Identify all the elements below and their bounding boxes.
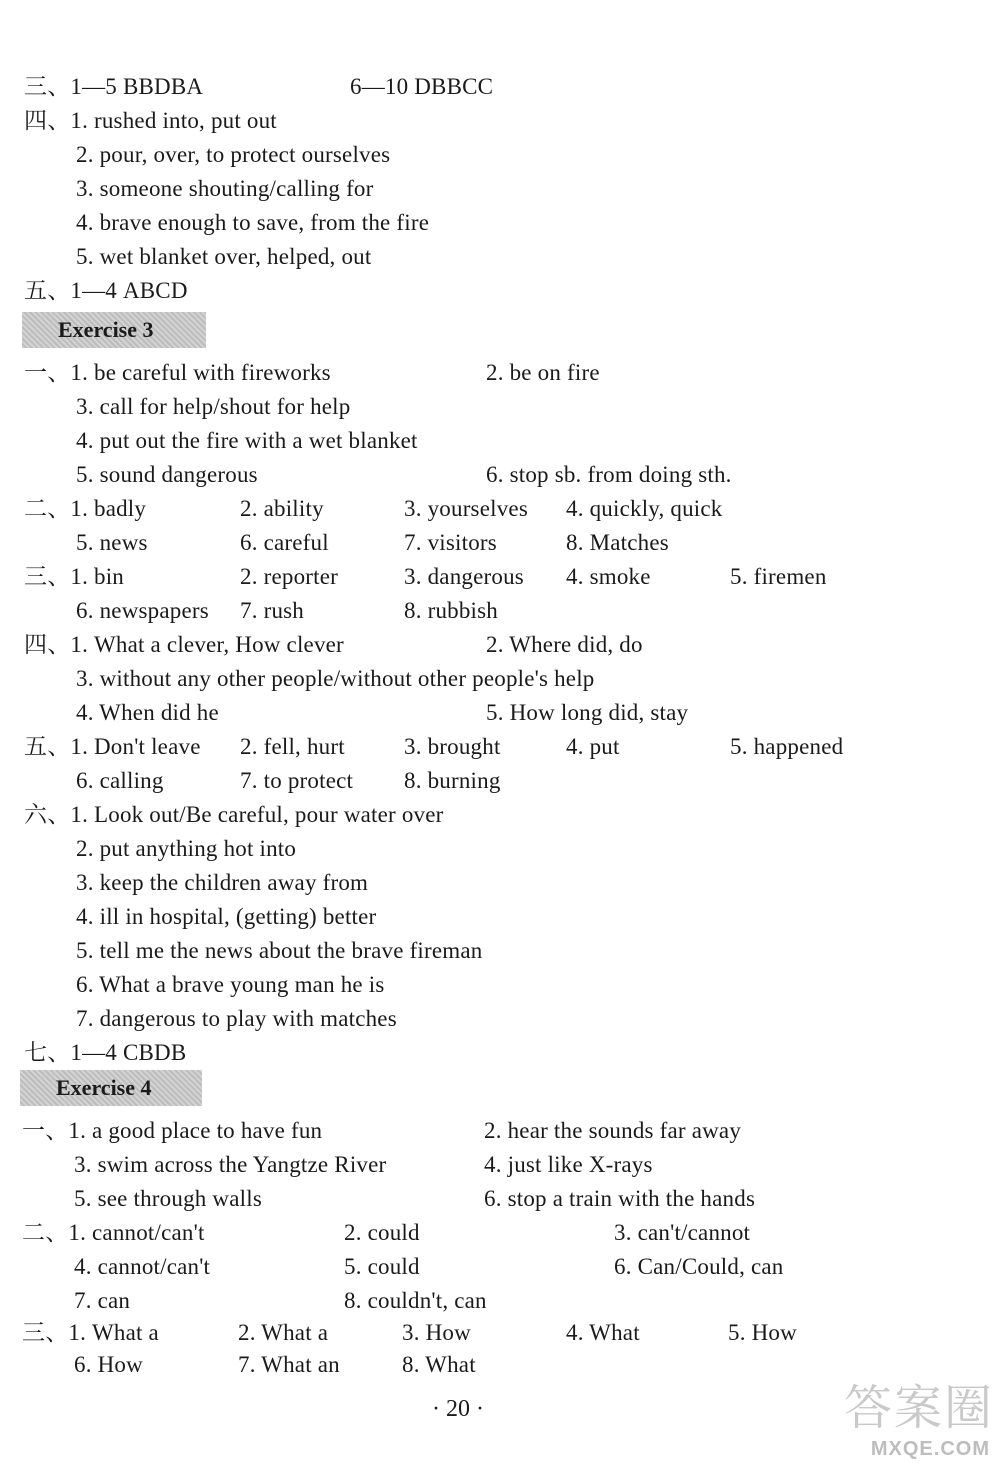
answer-text: 4. put out the fire with a wet blanket <box>76 428 418 453</box>
answer-text: 5. firemen <box>730 564 827 589</box>
answer-line <box>0 560 1000 594</box>
answer-text: 五、1—4 ABCD <box>24 278 188 303</box>
answer-text: 8. burning <box>404 768 501 793</box>
answer-text: 8. rubbish <box>404 598 498 623</box>
answer-line <box>0 1036 1000 1070</box>
answer-text: 7. to protect <box>240 768 354 793</box>
answer-line <box>0 662 1000 696</box>
answer-text: 6. calling <box>76 768 164 793</box>
answer-line <box>0 866 1000 900</box>
answer-text: 4. cannot/can't <box>74 1254 211 1279</box>
answer-text: 6. How <box>74 1352 143 1377</box>
answer-line <box>0 104 1000 138</box>
section-heading <box>20 1070 202 1106</box>
answer-text: 6. Can/Could, can <box>614 1254 784 1279</box>
answer-line <box>0 1250 1000 1284</box>
answer-line <box>0 1284 1000 1318</box>
answer-line <box>0 1182 1000 1216</box>
answer-text: 4. put <box>566 734 620 759</box>
answer-text: 5. happened <box>730 734 844 759</box>
answer-text: 三、1. What a <box>22 1320 159 1345</box>
answer-text: 8. What <box>402 1352 476 1377</box>
answer-text: 7. dangerous to play with matches <box>76 1006 397 1031</box>
answer-line <box>0 206 1000 240</box>
watermark-logo <box>806 1380 994 1464</box>
answer-text: 3. without any other people/without other people's help <box>76 666 595 691</box>
answer-line <box>0 1348 1000 1382</box>
answer-text: 3. call for help/shout for help <box>76 394 351 419</box>
answer-text: 五、1. Don't leave <box>24 734 201 759</box>
answer-line <box>0 1148 1000 1182</box>
answer-text: 6. newspapers <box>76 598 209 623</box>
answer-text: 4. quickly, quick <box>566 496 723 521</box>
answer-text: 5. How <box>728 1320 797 1345</box>
answer-line <box>0 696 1000 730</box>
answer-text: 7. visitors <box>404 530 497 555</box>
answer-text: 2. ability <box>240 496 324 521</box>
answer-text: 2. put anything hot into <box>76 836 297 861</box>
answer-text: 3. someone shouting/calling for <box>76 176 374 201</box>
answer-text: 3. yourselves <box>404 496 528 521</box>
answer-line <box>0 70 1000 104</box>
answer-text: 6. What a brave young man he is <box>76 972 385 997</box>
answer-line <box>0 274 1000 308</box>
answer-line <box>0 730 1000 764</box>
answer-text: 3. swim across the Yangtze River <box>74 1152 387 1177</box>
answer-text: 8. couldn't, can <box>344 1288 487 1313</box>
section-heading-text: Exercise 4 <box>56 1075 152 1100</box>
answer-line <box>0 1316 1000 1350</box>
answer-text: 3. keep the children away from <box>76 870 369 895</box>
answer-line <box>0 492 1000 526</box>
answer-text: 5. sound dangerous <box>76 462 258 487</box>
section-heading <box>22 312 206 348</box>
answer-text: 2. fell, hurt <box>240 734 345 759</box>
answer-text: 六、1. Look out/Be careful, pour water over <box>24 802 444 827</box>
answer-text: 5. How long did, stay <box>486 700 689 725</box>
answer-text: 七、1—4 CBDB <box>24 1040 187 1065</box>
answer-text: 一、1. a good place to have fun <box>22 1118 323 1143</box>
answer-text: 5. see through walls <box>74 1186 262 1211</box>
answer-text: 3. dangerous <box>404 564 524 589</box>
answer-text: 3. can't/cannot <box>614 1220 751 1245</box>
answer-line <box>0 968 1000 1002</box>
answer-text: 6—10 DBBCC <box>350 74 494 99</box>
answer-line <box>0 1114 1000 1148</box>
answer-text: 3. How <box>402 1320 471 1345</box>
answer-text: 4. When did he <box>76 700 219 725</box>
answer-text: 3. brought <box>404 734 501 759</box>
answer-text: 2. could <box>344 1220 420 1245</box>
answer-text: 4. smoke <box>566 564 651 589</box>
answer-line <box>0 390 1000 424</box>
answer-text: 一、1. be careful with fireworks <box>24 360 331 385</box>
answer-line <box>0 172 1000 206</box>
section-heading-text: Exercise 3 <box>58 317 154 342</box>
answer-line <box>0 764 1000 798</box>
answer-text: 四、1. What a clever, How clever <box>24 632 344 657</box>
answer-line <box>0 240 1000 274</box>
answer-text: 2. hear the sounds far away <box>484 1118 742 1143</box>
answer-line <box>0 1002 1000 1036</box>
answer-text: 2. reporter <box>240 564 338 589</box>
answer-line <box>0 832 1000 866</box>
answer-line <box>0 356 1000 390</box>
answer-text: 5. could <box>344 1254 420 1279</box>
answer-text: 三、1—5 BBDBA <box>24 74 204 99</box>
answer-text: 2. pour, over, to protect ourselves <box>76 142 391 167</box>
answer-text: 二、1. badly <box>24 496 147 521</box>
answer-text: 8. Matches <box>566 530 669 555</box>
answer-text: 三、1. bin <box>24 564 124 589</box>
answer-line <box>0 526 1000 560</box>
answer-text: 7. What an <box>238 1352 340 1377</box>
answer-text: 4. brave enough to save, from the fire <box>76 210 430 235</box>
answer-text: 2. Where did, do <box>486 632 643 657</box>
answer-text: 7. rush <box>240 598 305 623</box>
answer-line <box>0 424 1000 458</box>
answer-text: 5. tell me the news about the brave fireman <box>76 938 483 963</box>
answer-text: 4. ill in hospital, (getting) better <box>76 904 377 929</box>
answer-line <box>0 1216 1000 1250</box>
watermark-url: MXQE.COM <box>870 1438 990 1460</box>
answer-line <box>0 900 1000 934</box>
answer-line <box>0 628 1000 662</box>
answer-text: 2. What a <box>238 1320 329 1345</box>
answer-text: 4. just like X-rays <box>484 1152 653 1177</box>
answer-line <box>0 138 1000 172</box>
answer-text: 5. wet blanket over, helped, out <box>76 244 372 269</box>
answer-text: 4. What <box>566 1320 640 1345</box>
answer-text: 6. stop a train with the hands <box>484 1186 756 1211</box>
answer-line <box>0 798 1000 832</box>
answer-text: 2. be on fire <box>486 360 600 385</box>
answer-text: 6. careful <box>240 530 329 555</box>
page-number: · 20 · <box>432 1396 484 1422</box>
answer-line <box>0 594 1000 628</box>
answer-text: 5. news <box>76 530 148 555</box>
answer-text: 四、1. rushed into, put out <box>24 108 277 133</box>
watermark-text: 答案圈 <box>843 1382 994 1435</box>
answer-line <box>0 934 1000 968</box>
answer-text: 7. can <box>74 1288 131 1313</box>
answer-text: 二、1. cannot/can't <box>22 1220 205 1245</box>
answer-line <box>0 458 1000 492</box>
answer-text: 6. stop sb. from doing sth. <box>486 462 732 487</box>
